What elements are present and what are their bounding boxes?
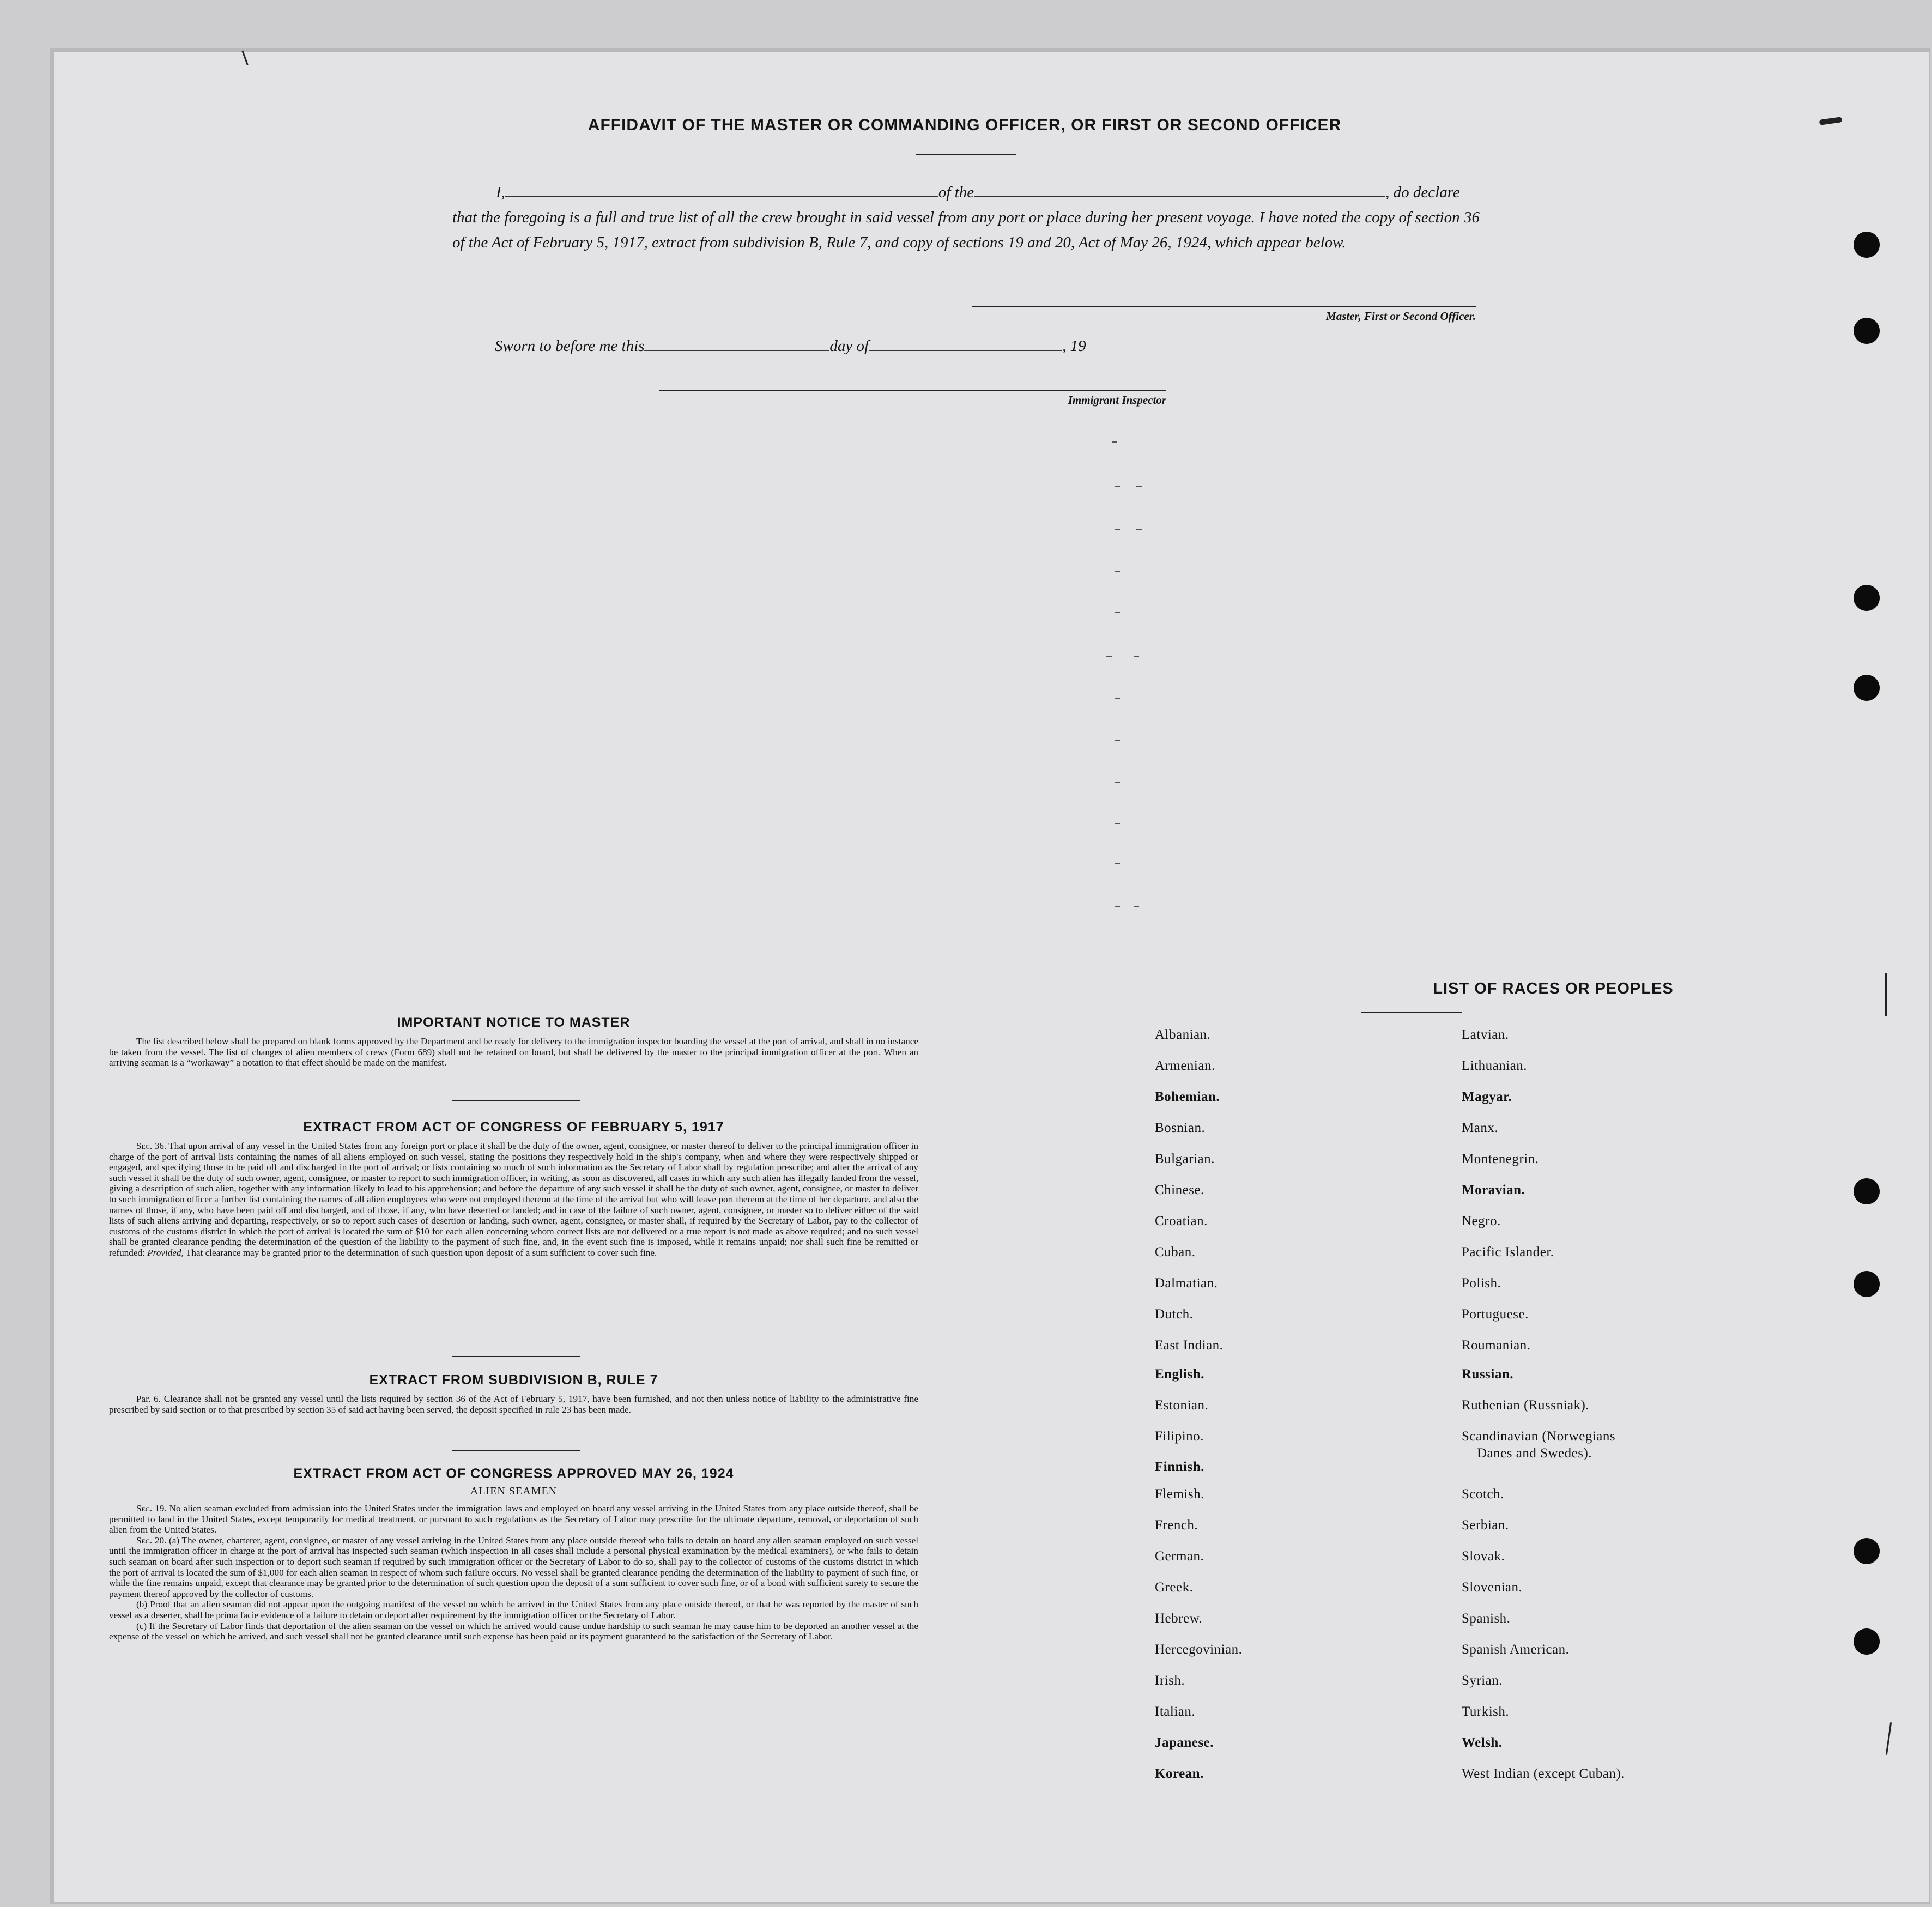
race-item: Albanian. xyxy=(1155,1027,1211,1042)
race-item: Armenian. xyxy=(1155,1058,1215,1073)
guide-tick xyxy=(1115,823,1120,824)
i-label: I, xyxy=(496,184,505,201)
race-item: French. xyxy=(1155,1518,1198,1533)
alien-seamen-subheading: ALIEN SEAMEN xyxy=(470,1485,558,1497)
section-divider xyxy=(452,1100,580,1101)
sec36-text-end: That clearance may be granted prior to the determination of such question upon deposit of a sum sufficient to cover such fine. xyxy=(185,1247,657,1258)
sec20a-body: (a) The owner, charterer, agent, consignee, or master of any vessel arriving in the United States from any place outside thereof who fails to detain on board any alien seaman employed on such vessel until the immigration officer in charge at the port of arrival has inspected such seaman (which inspection in all cases shall include a personal physical examination by the medical examiners), or who fails to detain such seaman on board after such inspection or to deport such seaman if required by such immigration officer or the Secretary of Labor to do so, shall pay to the collector of customs of the customs district in which the port of arrival is located the sum of $1,000 for each alien seaman in respect of whom such failure occurs. No vessel shall be granted clearance pending the determination of the liability to payment of such fine, or while the fine remains unpaid, except that clearance may be granted prior to the determination of such question upon the deposit of a sum sufficient to cover such fine, or of a bond with sufficient surety to secure the payment thereof approved by the collector of customs. xyxy=(109,1535,918,1599)
sec20b-text: (b) Proof that an alien seaman did not appear upon the outgoing manifest of the vessel on which he arrived in the United States from any place outside thereof, or that he was reported by the master of such vessel as a deserter, shall be prima facie evidence of a failure to detain or deport after requirement by the immigration officer or the Secretary of Labor. xyxy=(109,1599,918,1620)
race-item: Lithuanian. xyxy=(1462,1058,1528,1073)
race-item: Slovak. xyxy=(1462,1549,1505,1564)
race-item: Serbian. xyxy=(1462,1518,1509,1533)
race-item: Ruthenian (Russniak). xyxy=(1462,1398,1590,1413)
race-item: Syrian. xyxy=(1462,1673,1503,1688)
race-item: Slovenian. xyxy=(1462,1580,1523,1595)
extract-1924-section xyxy=(109,1466,918,1642)
punch-hole xyxy=(1854,1538,1880,1564)
sec20-label: Sec. 20. xyxy=(136,1535,167,1546)
race-item: Dutch. xyxy=(1155,1307,1194,1322)
race-item: Scotch. xyxy=(1462,1487,1504,1502)
year-prefix: , 19 xyxy=(1062,337,1086,355)
sworn-month-blank[interactable] xyxy=(869,337,1062,351)
race-item: Hebrew. xyxy=(1155,1611,1203,1626)
punch-hole xyxy=(1854,675,1880,701)
guide-tick xyxy=(1115,571,1120,572)
race-item: Dalmatian. xyxy=(1155,1276,1218,1291)
notice-section xyxy=(109,1015,918,1068)
title-underline xyxy=(916,154,1016,155)
punch-hole xyxy=(1854,585,1880,611)
race-item: East Indian. xyxy=(1155,1338,1224,1353)
guide-tick xyxy=(1115,782,1120,783)
race-item: Bulgarian. xyxy=(1155,1152,1215,1166)
race-item: Negro. xyxy=(1462,1214,1501,1228)
guide-tick xyxy=(1115,529,1120,530)
race-item: Irish. xyxy=(1155,1673,1185,1688)
race-item: Spanish. xyxy=(1462,1611,1511,1626)
affidavit-title: AFFIDAVIT OF THE MASTER OR COMMANDING OFFICER, OR FIRST OR SECOND OFFICER xyxy=(588,116,1342,134)
guide-tick xyxy=(1115,698,1120,699)
punch-hole xyxy=(1854,318,1880,344)
guide-tick xyxy=(1115,612,1120,613)
race-item: Danes and Swedes). xyxy=(1477,1446,1592,1461)
race-item: Magyar. xyxy=(1462,1089,1512,1104)
section-divider xyxy=(452,1356,580,1357)
do-declare-label: , do declare xyxy=(1385,184,1460,201)
race-item: Russian. xyxy=(1462,1367,1514,1382)
sworn-label: Sworn to before me this xyxy=(495,337,645,355)
punch-hole xyxy=(1854,1628,1880,1655)
race-item: Welsh. xyxy=(1462,1735,1503,1750)
race-item: Japanese. xyxy=(1155,1735,1214,1750)
race-item: Turkish. xyxy=(1462,1704,1510,1719)
guide-tick xyxy=(1136,486,1142,487)
master-signature-line[interactable] xyxy=(972,306,1476,307)
race-item: Roumanian. xyxy=(1462,1338,1531,1353)
sec19-body: No alien seaman excluded from admission into the United States under the immigration laws and employed on board any vessel arriving in the United States from any place outside thereof, shall be permitted to land in the United States, except temporarily for medical treatment, or pursuant to such regulations as the Secretary of Labor may prescribe for the ultimate departure, removal, or deportation of such alien from the United States. xyxy=(109,1503,918,1535)
race-item: Bosnian. xyxy=(1155,1121,1206,1135)
punch-hole xyxy=(1854,1271,1880,1297)
inspector-signature-line[interactable] xyxy=(659,390,1166,391)
race-item: West Indian (except Cuban). xyxy=(1462,1766,1625,1781)
name-blank[interactable] xyxy=(505,183,938,197)
provided-word: Provided, xyxy=(147,1247,184,1258)
race-item: Portuguese. xyxy=(1462,1307,1529,1322)
sworn-line xyxy=(495,334,1086,359)
race-item: Cuban. xyxy=(1155,1245,1196,1260)
race-item: Montenegrin. xyxy=(1462,1152,1539,1166)
race-item: German. xyxy=(1155,1549,1204,1564)
race-item: Latvian. xyxy=(1462,1027,1509,1042)
guide-tick xyxy=(1134,906,1139,907)
declaration-first-line xyxy=(452,180,1480,205)
sworn-day-blank[interactable] xyxy=(644,337,829,351)
race-item: Spanish American. xyxy=(1462,1642,1570,1657)
sec19-text xyxy=(109,1503,918,1535)
notice-text: The list described below shall be prepared on blank forms approved by the Department and be ready for delivery to the immigration inspector boarding the vessel at the port of arrival, and shall in no instance be taken from the vessel. The list of changes of alien members of crews (Form 689) shall not be retained on board, but shall be delivered by the master to the principal immigration officer at the port. When an arriving seaman is a “workaway” a notation to that effect should be made on the manifest. xyxy=(109,1036,918,1068)
race-item: Filipino. xyxy=(1155,1429,1204,1444)
guide-tick xyxy=(1134,656,1139,657)
race-item: Hercegovinian. xyxy=(1155,1642,1243,1657)
races-underline xyxy=(1361,1012,1462,1013)
sec20a-text xyxy=(109,1535,918,1600)
race-item: Flemish. xyxy=(1155,1487,1204,1502)
punch-hole xyxy=(1854,1178,1880,1204)
guide-tick xyxy=(1106,656,1112,657)
extract-1917-heading: EXTRACT FROM ACT OF CONGRESS OF FEBRUARY 5, 1917 xyxy=(303,1119,724,1135)
day-of-label: day of xyxy=(829,337,869,355)
guide-tick xyxy=(1115,906,1120,907)
sec36-label: Sec. 36. xyxy=(136,1141,167,1151)
section-divider xyxy=(452,1450,580,1451)
guide-tick xyxy=(1136,529,1142,530)
race-item: English. xyxy=(1155,1367,1204,1382)
race-item: Italian. xyxy=(1155,1704,1196,1719)
race-item: Polish. xyxy=(1462,1276,1501,1291)
race-item: Greek. xyxy=(1155,1580,1194,1595)
guide-tick xyxy=(1112,441,1117,443)
guide-tick xyxy=(1115,486,1120,487)
punch-hole xyxy=(1854,232,1880,258)
of-the-label: of the xyxy=(938,184,974,201)
race-item: Croatian. xyxy=(1155,1214,1208,1228)
declaration-block xyxy=(452,180,1480,255)
rule7-section xyxy=(109,1372,918,1415)
race-item: Korean. xyxy=(1155,1766,1204,1781)
race-item: Finnish. xyxy=(1155,1460,1204,1474)
sec20c-text: (c) If the Secretary of Labor finds that deportation of the alien seaman on the vessel on which he arrived would cause undue hardship to such seaman he may cause him to be deported an another vessel at the expense of the vessel on which he arrived, and such vessel shall not be granted clearance until such expense has been paid or its payment guaranteed to the satisfaction of the Secretary of Labor. xyxy=(109,1620,918,1642)
race-item: Pacific Islander. xyxy=(1462,1245,1554,1260)
extract-1917-text xyxy=(109,1141,918,1258)
race-item: Manx. xyxy=(1462,1121,1499,1135)
race-item: Scandinavian (Norwegians xyxy=(1462,1429,1616,1444)
race-item: Estonian. xyxy=(1155,1398,1209,1413)
extract-1917-section xyxy=(109,1119,918,1258)
notice-heading: IMPORTANT NOTICE TO MASTER xyxy=(397,1015,631,1030)
declaration-text: that the foregoing is a full and true list of all the crew brought in said vessel from any port or place during her present voyage. I have noted the copy of section 36 of the Act of February 5, 1917, extract from subdivision B, Rule 7, and copy of sections 19 and 20, Act of May 26, 1924, which appear below. xyxy=(452,209,1480,251)
sec19-label: Sec. 19. xyxy=(136,1503,167,1514)
master-caption: Master, First or Second Officer. xyxy=(1326,310,1476,323)
rule7-text: Par. 6. Clearance shall not be granted any vessel until the lists required by section 36 of the Act of February 5, 1917, have been furnished, and not then unless notice of liability to the administrative fine prescribed by said section or to that prescribed by section 35 of said act having been served, the deposit specified in rule 23 has been made. xyxy=(109,1394,918,1415)
race-item: Moravian. xyxy=(1462,1183,1525,1197)
race-item: Chinese. xyxy=(1155,1183,1204,1197)
races-heading: LIST OF RACES OR PEOPLES xyxy=(1433,980,1674,997)
inspector-caption: Immigrant Inspector xyxy=(1068,393,1166,407)
rule7-heading: EXTRACT FROM SUBDIVISION B, RULE 7 xyxy=(369,1372,658,1388)
guide-tick xyxy=(1115,740,1120,741)
extract-1924-heading: EXTRACT FROM ACT OF CONGRESS APPROVED MAY 26, 1924 xyxy=(293,1466,734,1481)
race-item: Bohemian. xyxy=(1155,1089,1220,1104)
vessel-blank[interactable] xyxy=(974,183,1385,197)
guide-tick xyxy=(1115,863,1120,864)
sec36-text: That upon arrival of any vessel in the United States from any foreign port or place it shall be the duty of the owner, agent, consignee, or master thereof to deliver to the principal immigration officer in charge of the port of arrival lists containing the names of all aliens employed on such vessel, stating the positions they respectively hold in the ship's company, when and where they were respectively shipped or engaged, and specifying those to be paid off and discharged in the port of arrival; or lists containing so much of such information as the Secretary of Labor shall by regulation prescribe; and after the arrival of any such vessel it shall be the duty of such owner, agent, consignee, or master to report to such immigration officer, in writing, as soon as discovered, all cases in which any such alien has illegally landed from the vessel, giving a description of such alien, together with any information likely to lead to his apprehension; and before the departure of any such vessel it shall be the duty of such owner, agent, consignee, or master to deliver to such immigration officer a further list containing the names of all alien employees who were not employed thereon at the time of the arrival but who will leave port thereon at the time of her departure, and also the names of those, if any, who have been paid off and discharged, and of those, if any, who have deserted or landed; and in case of the failure of such owner, agent, consignee, or master so to deliver either of the said lists of such aliens arriving and departing, respectively, or so to report such cases of desertion or landing, such owner, agent, consignee, or master shall, if required by the Secretary of Labor, pay to the collector of customs of the customs district in which the port of arrival is located the sum of $10 for each alien concerning whom correct lists are not delivered or a true report is not made as above required; and no such vessel shall be granted clearance pending the determination of the question of the liability to the payment of such fine, and, in the event such fine is imposed, while it remains unpaid; nor shall such fine be remitted or refunded: xyxy=(109,1141,918,1258)
